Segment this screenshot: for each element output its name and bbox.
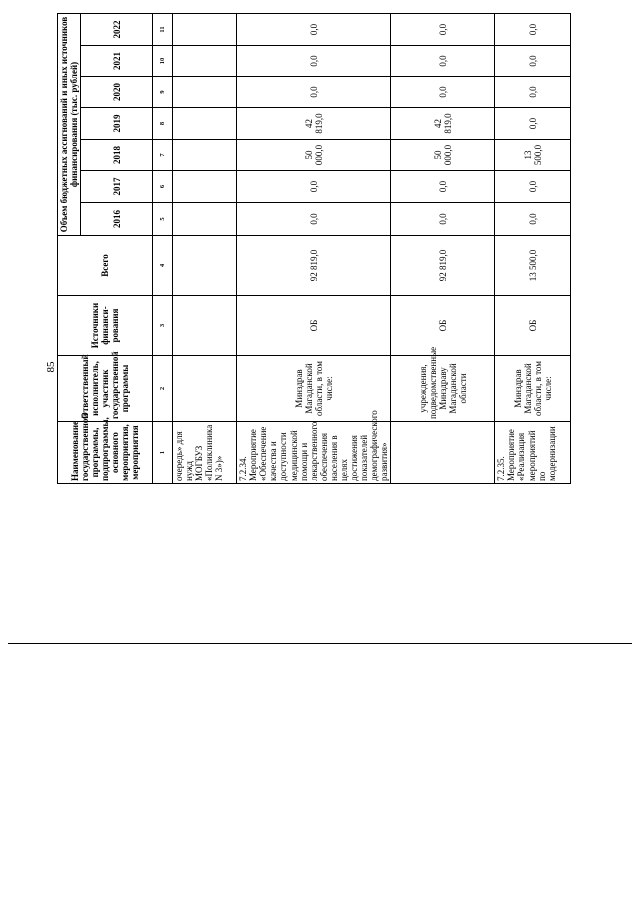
column-number: 6 <box>153 171 173 203</box>
financing-table <box>57 13 571 484</box>
cell-value: 0,0 <box>237 14 391 46</box>
header-source: Источники финанси-рования <box>58 296 153 356</box>
column-number: 9 <box>153 77 173 108</box>
cell-value: 0,0 <box>237 46 391 77</box>
cell-value: 50 000,0 <box>391 140 495 171</box>
cell-value: 42 819,0 <box>237 108 391 140</box>
table-row <box>495 14 571 484</box>
page-divider-line <box>8 643 632 644</box>
cell-total: 13 500,0 <box>495 236 571 296</box>
cell-value: 0,0 <box>495 77 571 108</box>
table-row <box>391 14 495 484</box>
cell-name: 7.2.34. Мероприятие «Обеспечение качества и доступности медицинской помощи и лекарственного обеспечения населения в целях достижения показателей демографического развития» <box>237 422 391 484</box>
header-row-1 <box>58 14 81 484</box>
column-number: 4 <box>153 236 173 296</box>
header-year: 2022 <box>81 14 153 46</box>
cell-value: 0,0 <box>237 171 391 203</box>
rotated-table-frame <box>57 14 557 484</box>
table-row <box>173 14 237 484</box>
cell-value: 50 000,0 <box>237 140 391 171</box>
cell-value: 0,0 <box>391 14 495 46</box>
cell-value <box>173 140 237 171</box>
header-year: 2018 <box>81 140 153 171</box>
cell-value: 0,0 <box>495 46 571 77</box>
cell-value: 13 500,0 <box>495 140 571 171</box>
cell-name: 7.2.35. Мероприятие «Реализация мероприятий по модернизации <box>495 422 571 484</box>
column-number: 5 <box>153 203 173 236</box>
column-number-row <box>153 14 173 484</box>
cell-value <box>173 46 237 77</box>
rotated-table-wrapper <box>57 14 557 484</box>
header-total: Всего <box>58 236 153 296</box>
cell-total: 92 819,0 <box>237 236 391 296</box>
cell-value: 0,0 <box>237 203 391 236</box>
cell-value: 0,0 <box>391 203 495 236</box>
cell-source: ОБ <box>391 296 495 356</box>
column-number: 2 <box>153 356 173 422</box>
column-number: 7 <box>153 140 173 171</box>
cell-value: 0,0 <box>237 77 391 108</box>
cell-executor: Минздрав Магаданской области, в том числе: <box>237 356 391 422</box>
header-year: 2020 <box>81 77 153 108</box>
header-year: 2017 <box>81 171 153 203</box>
cell-value <box>173 77 237 108</box>
column-number: 8 <box>153 108 173 140</box>
cell-value: 0,0 <box>391 171 495 203</box>
cell-source: ОБ <box>237 296 391 356</box>
cell-value <box>173 203 237 236</box>
cell-value: 42 819,0 <box>391 108 495 140</box>
cell-value: 0,0 <box>391 46 495 77</box>
table-row <box>237 14 391 484</box>
header-executor: Ответственный исполнитель, участник государственной программы <box>58 356 153 422</box>
cell-source: ОБ <box>495 296 571 356</box>
cell-total: 92 819,0 <box>391 236 495 296</box>
cell-value: 0,0 <box>391 77 495 108</box>
cell-name: очередь» для нужд МОГБУЗ «Поликлиника N 3»)» <box>173 422 237 484</box>
column-number: 10 <box>153 46 173 77</box>
header-year: 2019 <box>81 108 153 140</box>
cell-source <box>173 296 237 356</box>
column-number: 11 <box>153 14 173 46</box>
cell-value: 0,0 <box>495 171 571 203</box>
header-year: 2021 <box>81 46 153 77</box>
column-number: 1 <box>153 422 173 484</box>
cell-value: 0,0 <box>495 203 571 236</box>
header-name: Наименование государственной программы, подпрограммы, основного мероприятия, мероприятия <box>58 422 153 484</box>
cell-executor: Минздрав Магаданской области, в том числе: <box>495 356 571 422</box>
cell-value <box>173 108 237 140</box>
cell-value: 0,0 <box>495 108 571 140</box>
cell-value: 0,0 <box>495 14 571 46</box>
cell-value <box>173 14 237 46</box>
cell-executor: учреждения, подведомственные Минздраву Магаданской области <box>391 356 495 422</box>
header-year: 2016 <box>81 203 153 236</box>
page-number: 85 <box>45 361 57 373</box>
cell-executor <box>173 356 237 422</box>
cell-value <box>173 171 237 203</box>
header-volume: Объем бюджетных ассигнований и иных источников финансирования (тыс. рублей) <box>58 14 81 236</box>
column-number: 3 <box>153 296 173 356</box>
cell-total <box>173 236 237 296</box>
cell-name <box>391 422 495 484</box>
